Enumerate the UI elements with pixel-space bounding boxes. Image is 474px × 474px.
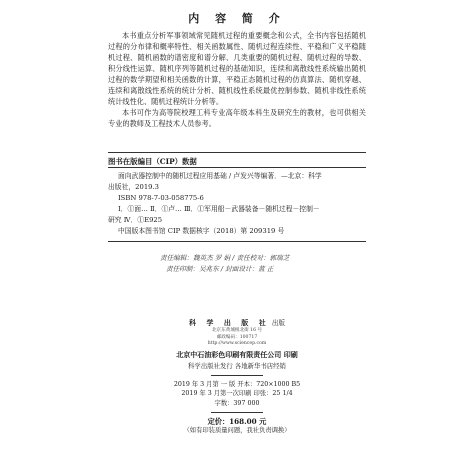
edition-line: 2019 年 3 月第 一 版 开本：720×1000 B5 (173, 380, 301, 388)
staff-line-production: 责任印制：吴兆东 / 封面设计：蓝 正 (166, 265, 274, 273)
summary-paragraph-2: 本书可作为高等院校理工科专业高年级本科生及研究生的教材，也可供相关专业的教师及工程技术人员参考。 (108, 108, 366, 128)
cip-line: 出版社，2019.3 (108, 183, 159, 191)
divider-cip-bottom (108, 241, 366, 242)
divider-cip (108, 167, 366, 168)
publisher-block (0, 318, 474, 436)
publication-info (0, 380, 474, 409)
cip-line: 中国版本图书馆 CIP 数据核字（2018）第 209319 号 (118, 227, 285, 235)
summary-paragraph-1: 本书重点分析军事领域常见随机过程的重要概念和公式，全书内容包括随机过程的分布律和概率特性、相关函数属性、随机过程连续性、平稳和广义平稳随机过程、随机函数的谱密度和谱分解、几类重要的随机过程、随机过程的导数、积分线性运算、随机序列等随机过程的基础知识，连续和离散线性系统输出随机过程的数学期望和相关函数的计算，平稳正态随机过程的仿真算法、随机穿越、连续和离散线性系统的统计分析、随机线性系统最优控制参数、随机非线性系统统计线性化、随机过程统计分析等。 (108, 31, 366, 106)
printing-line: 2019 年 3 月第一次印刷 印张：25 1/4 (181, 390, 293, 397)
cip-line: 研究 Ⅳ．①E925 (108, 216, 163, 224)
word-count: 字数：397 000 (214, 399, 260, 407)
divider-short-2 (211, 412, 263, 413)
publisher-url: http://www.sciencep.com (207, 341, 267, 346)
cip-header: 图书在版编目（CIP）数据 (108, 157, 197, 166)
publisher-address: 北京东黄城根北街 16 号 (211, 328, 263, 333)
page-title: 内 容 简 介 (188, 12, 286, 25)
divider-top (108, 152, 366, 153)
content-summary (108, 30, 366, 129)
cip-line: Ⅰ．①面… Ⅱ．①卢… Ⅲ．①军用船－武器装备－随机过程－控制－ (118, 205, 320, 213)
publisher-postcode: 邮政编码：100717 (216, 334, 258, 340)
cip-line: 面向武器控制中的随机过程应用基础 / 卢发兴等编著．—北京：科学 (118, 172, 322, 180)
staff-line-editors: 责任编辑：魏英杰 罗 娟 / 责任校对：郭瑞芝 (160, 254, 290, 262)
publisher-name: 科 学 出 版 社 (188, 318, 270, 327)
distributor-line: 科学出版社发行 各地新华书店经销 (188, 361, 286, 370)
cip-data (108, 171, 366, 237)
staff-credits (160, 253, 289, 275)
price: 定价：168.00 元 (207, 417, 267, 426)
publisher-name-suffix: 出版 (271, 319, 286, 327)
divider-short (211, 375, 263, 376)
quality-notice: （如有印装质量问题，我社负责调换） (183, 427, 291, 434)
cip-isbn: ISBN 978-7-03-058775-6 (118, 194, 204, 202)
printer-name: 北京中石油彩色印刷有限责任公司 印刷 (176, 349, 298, 359)
